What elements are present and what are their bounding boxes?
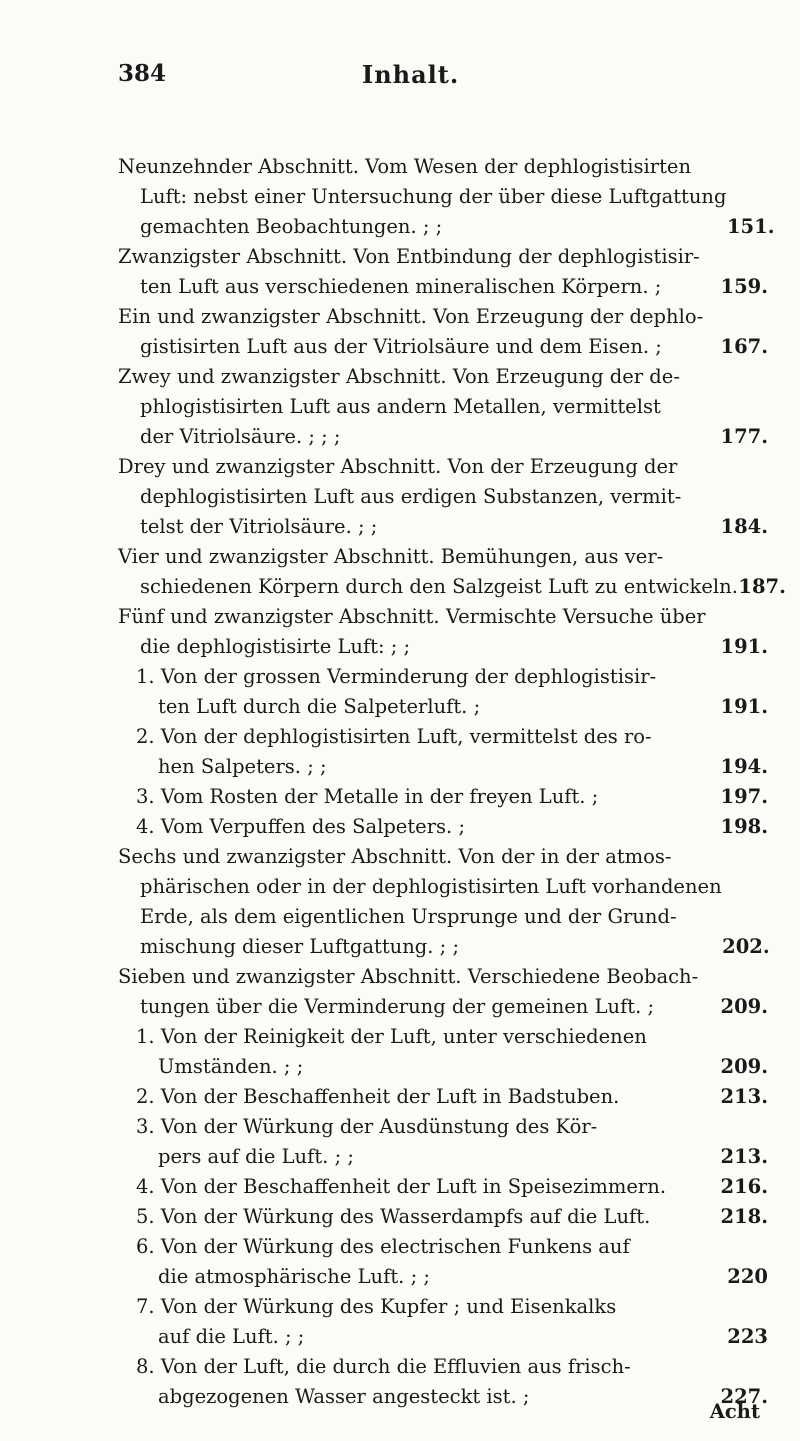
toc-entry — [118, 602, 768, 662]
toc-entry-text — [118, 452, 720, 542]
toc-entry — [118, 542, 786, 602]
toc-entry — [118, 722, 768, 782]
toc-entry-line: phlogistisirten Luft aus andern Metallen, vermittelst — [140, 395, 661, 418]
toc-entry — [118, 782, 768, 812]
toc-entry-line: Luft: nebst einer Untersuchung der über diese Luftgattung — [140, 185, 727, 208]
toc-entry-line: Vier und zwanzigster Abschnitt. Bemühungen, aus ver- — [118, 545, 664, 568]
toc-entry — [118, 1352, 768, 1412]
toc-page-ref: 209. — [720, 1055, 768, 1078]
toc-page-ref: 220 — [727, 1265, 768, 1288]
toc-page-ref: 209. — [720, 995, 768, 1018]
toc-entry — [118, 662, 768, 722]
toc-entry-line: Fünf und zwanzigster Abschnitt. Vermischte Versuche über — [118, 605, 706, 628]
toc-page-ref: 194. — [720, 755, 768, 778]
page-header — [118, 60, 678, 100]
toc-entry-text — [118, 1292, 720, 1352]
toc-entry-text — [118, 1112, 720, 1172]
toc-entry-line: tungen über die Verminderung der gemeinen Luft. ; — [140, 995, 655, 1018]
toc-entry — [118, 1172, 768, 1202]
toc-entry-line: Zwey und zwanzigster Abschnitt. Von Erzeugung der de- — [118, 365, 680, 388]
toc-entry-text — [118, 1232, 720, 1292]
toc-entry-text — [118, 812, 720, 842]
toc-entry-line: Zwanzigster Abschnitt. Von Entbindung der dephlogistisir- — [118, 245, 700, 268]
toc-entry-line: telst der Vitriolsäure. ; ; — [140, 515, 378, 538]
toc-entry — [118, 1202, 768, 1232]
toc-entry-line: mischung dieser Luftgattung. ; ; — [140, 935, 460, 958]
toc-entry-text — [118, 662, 720, 722]
page-number: 384 — [118, 60, 167, 87]
toc-entry-text — [118, 842, 722, 962]
toc-entry-text — [118, 242, 720, 302]
toc-entry-line: hen Salpeters. ; ; — [158, 755, 327, 778]
toc-entry-line: 8. Von der Luft, die durch die Effluvien aus frisch- — [136, 1355, 631, 1378]
toc-page-ref: 177. — [720, 425, 768, 448]
toc-entry-line: ten Luft durch die Salpeterluft. ; — [158, 695, 481, 718]
toc-entry-line: abgezogenen Wasser angesteckt ist. ; — [158, 1385, 530, 1408]
toc-entry-line: Drey und zwanzigster Abschnitt. Von der Erzeugung der — [118, 455, 678, 478]
toc-page-ref: 227. — [720, 1385, 768, 1408]
toc-entry-line: 3. Von der Würkung der Ausdünstung des Kör- — [136, 1115, 598, 1138]
toc-entry-line: Sieben und zwanzigster Abschnitt. Verschiedene Beobach- — [118, 965, 699, 988]
toc-entry-line: Ein und zwanzigster Abschnitt. Von Erzeugung der dephlo- — [118, 305, 704, 328]
toc-page-ref: 159. — [720, 275, 768, 298]
toc-entry-text — [118, 962, 720, 1022]
toc-entry-line: ten Luft aus verschiedenen mineralischen Körpern. ; — [140, 275, 662, 298]
toc-entry-text — [118, 542, 738, 602]
toc-entry-text — [118, 302, 720, 362]
toc-entry-line: 4. Von der Beschaffenheit der Luft in Speisezimmern. — [136, 1175, 667, 1198]
toc-entry-line: pers auf die Luft. ; ; — [158, 1145, 354, 1168]
toc-entry-line: Sechs und zwanzigster Abschnitt. Von der in der atmos- — [118, 845, 672, 868]
toc-entry-line: 5. Von der Würkung des Wasserdampfs auf die Luft. — [136, 1205, 651, 1228]
toc-entry-text — [118, 1082, 720, 1112]
toc-entry — [118, 242, 768, 302]
toc-page-ref: 216. — [720, 1175, 768, 1198]
toc-entry-text — [118, 1172, 720, 1202]
toc-entry-line: auf die Luft. ; ; — [158, 1325, 305, 1348]
toc-entry-text — [118, 602, 720, 662]
toc-entry-line: 1. Von der grossen Verminderung der dephlogistisir- — [136, 665, 657, 688]
toc-page-ref: 184. — [720, 515, 768, 538]
toc-entry — [118, 812, 768, 842]
toc-entry-text — [118, 362, 720, 452]
toc-entry-line: gemachten Beobachtungen. ; ; — [140, 215, 443, 238]
toc-entry-text — [118, 1352, 720, 1412]
toc-entry — [118, 1022, 768, 1082]
toc-page-ref: 213. — [720, 1085, 768, 1108]
toc-entry-line: 2. Von der Beschaffenheit der Luft in Badstuben. — [136, 1085, 620, 1108]
toc-page-ref: 151. — [726, 215, 775, 238]
toc-page-ref: 167. — [720, 335, 768, 358]
toc-entry-line: die dephlogistisirte Luft: ; ; — [140, 635, 411, 658]
toc-entry-line: Erde, als dem eigentlichen Ursprunge und der Grund- — [140, 905, 677, 928]
table-of-contents — [118, 152, 786, 1412]
toc-entry-text — [118, 1022, 720, 1082]
toc-page-ref: 187. — [738, 575, 786, 598]
catchword: Acht — [709, 1400, 760, 1423]
toc-page-ref: 218. — [720, 1205, 768, 1228]
running-head: Inhalt. — [362, 60, 460, 89]
toc-entry — [118, 1232, 768, 1292]
toc-entry-line: 6. Von der Würkung des electrischen Funkens auf — [136, 1235, 630, 1258]
toc-page-ref: 198. — [720, 815, 768, 838]
toc-entry-line: dephlogistisirten Luft aus erdigen Substanzen, vermit- — [140, 485, 682, 508]
toc-entry-text — [118, 722, 720, 782]
toc-entry-line: gistisirten Luft aus der Vitriolsäure und dem Eisen. ; — [140, 335, 662, 358]
toc-entry-text — [118, 782, 720, 812]
toc-entry — [118, 152, 775, 242]
toc-entry-line: Umständen. ; ; — [158, 1055, 304, 1078]
toc-entry-line: 2. Von der dephlogistisirten Luft, vermittelst des ro- — [136, 725, 652, 748]
toc-entry-line: 3. Vom Rosten der Metalle in der freyen Luft. ; — [136, 785, 599, 808]
toc-entry — [118, 302, 768, 362]
toc-entry — [118, 1082, 768, 1112]
toc-entry — [118, 362, 768, 452]
toc-page-ref: 202. — [722, 935, 770, 958]
toc-entry-line: der Vitriolsäure. ; ; ; — [140, 425, 341, 448]
toc-entry-text — [118, 152, 726, 242]
toc-page-ref: 223 — [727, 1325, 768, 1348]
toc-entry — [118, 962, 768, 1022]
toc-page-ref: 191. — [720, 635, 768, 658]
toc-entry-line: 1. Von der Reinigkeit der Luft, unter verschiedenen — [136, 1025, 647, 1048]
toc-entry-line: die atmosphärische Luft. ; ; — [158, 1265, 430, 1288]
toc-page-ref: 213. — [720, 1145, 768, 1168]
toc-entry-line: Neunzehnder Abschnitt. Vom Wesen der dephlogistisirten — [118, 155, 692, 178]
toc-entry-line: schiedenen Körpern durch den Salzgeist Luft zu entwickeln. — [140, 575, 738, 598]
toc-entry — [118, 1292, 768, 1352]
toc-entry-line: 4. Vom Verpuffen des Salpeters. ; — [136, 815, 466, 838]
toc-entry — [118, 842, 768, 962]
toc-entry-line: phärischen oder in der dephlogistisirten Luft vorhandenen — [140, 875, 722, 898]
toc-page-ref: 197. — [720, 785, 768, 808]
toc-entry — [118, 1112, 768, 1172]
toc-entry-line: 7. Von der Würkung des Kupfer ; und Eisenkalks — [136, 1295, 617, 1318]
toc-entry — [118, 452, 768, 542]
toc-entry-text — [118, 1202, 720, 1232]
toc-page-ref: 191. — [720, 695, 768, 718]
